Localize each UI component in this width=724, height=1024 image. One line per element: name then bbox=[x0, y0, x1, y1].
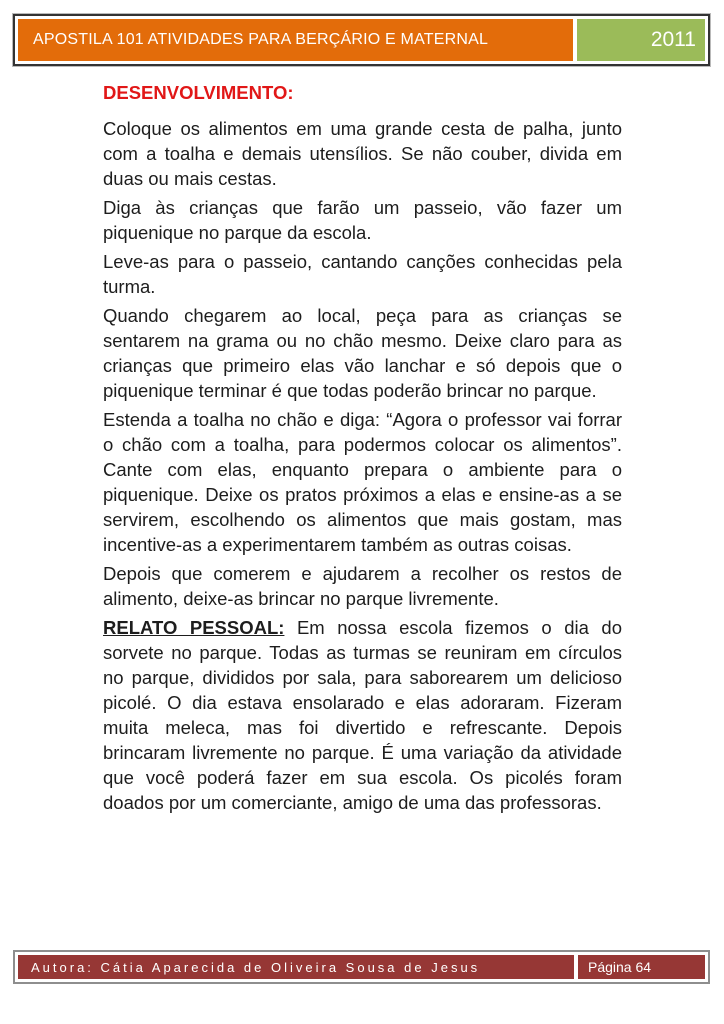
paragraph-3: Leve-as para o passeio, cantando canções conhecidas pela turma. bbox=[103, 251, 622, 297]
header-year: 2011 bbox=[650, 28, 696, 51]
section-heading: DESENVOLVIMENTO: bbox=[103, 82, 294, 103]
paragraph-relato bbox=[103, 615, 622, 815]
header-year-box bbox=[577, 19, 705, 61]
page-footer bbox=[13, 950, 710, 984]
page-header-inner bbox=[18, 19, 705, 61]
header-title-box bbox=[18, 19, 573, 61]
relato-text: Em nossa escola fizemos o dia do sorvete no parque. Todas as turmas se reuniram em círculos no parque, divididos por sala, para saborearem um delicioso picolé. O dia estava ensolarado e elas adoraram. Fizeram muita meleca, mas foi divertido e refrescante. Depois brincaram livremente no parque. É uma variação da atividade que você poderá fazer em sua escola. Os picolés foram doados por um comerciante, amigo de uma das professoras. bbox=[103, 617, 622, 813]
paragraph-5: Estenda a toalha no chão e diga: “Agora o professor vai forrar o chão com a toalha, para podermos colocar os alimentos”. Cante com elas, enquanto prepara o ambiente para o piquenique. Deixe os pratos próximos a elas e ensine-as a se servirem, escolhendo os alimentos que mais gostam, mas incentive-as a experimentarem também as outras coisas. bbox=[103, 409, 622, 555]
paragraph-6: Depois que comerem e ajudarem a recolher os restos de alimento, deixe-as brincar no parque livremente. bbox=[103, 563, 622, 609]
paragraph-2: Diga às crianças que farão um passeio, vão fazer um piquenique no parque da escola. bbox=[103, 197, 622, 243]
document-body bbox=[103, 80, 622, 819]
document-title: APOSTILA 101 ATIVIDADES PARA BERÇÁRIO E MATERNAL bbox=[33, 31, 489, 48]
footer-author-box bbox=[18, 955, 574, 979]
page-header bbox=[13, 14, 710, 66]
footer-page-number: Página 64 bbox=[588, 959, 652, 975]
footer-author: Autora: Cátia Aparecida de Oliveira Sousa de Jesus bbox=[31, 959, 481, 975]
paragraph-4: Quando chegarem ao local, peça para as crianças se sentarem na grama ou no chão mesmo. Deixe claro para as crianças que primeiro elas vão lanchar e só depois que o piquenique terminar é que todas poderão brincar no parque. bbox=[103, 305, 622, 401]
footer-page-box bbox=[578, 955, 705, 979]
relato-label: RELATO PESSOAL: bbox=[103, 617, 285, 638]
paragraph-1: Coloque os alimentos em uma grande cesta de palha, junto com a toalha e demais utensílios. Se não couber, divida em duas ou mais cestas. bbox=[103, 118, 622, 189]
